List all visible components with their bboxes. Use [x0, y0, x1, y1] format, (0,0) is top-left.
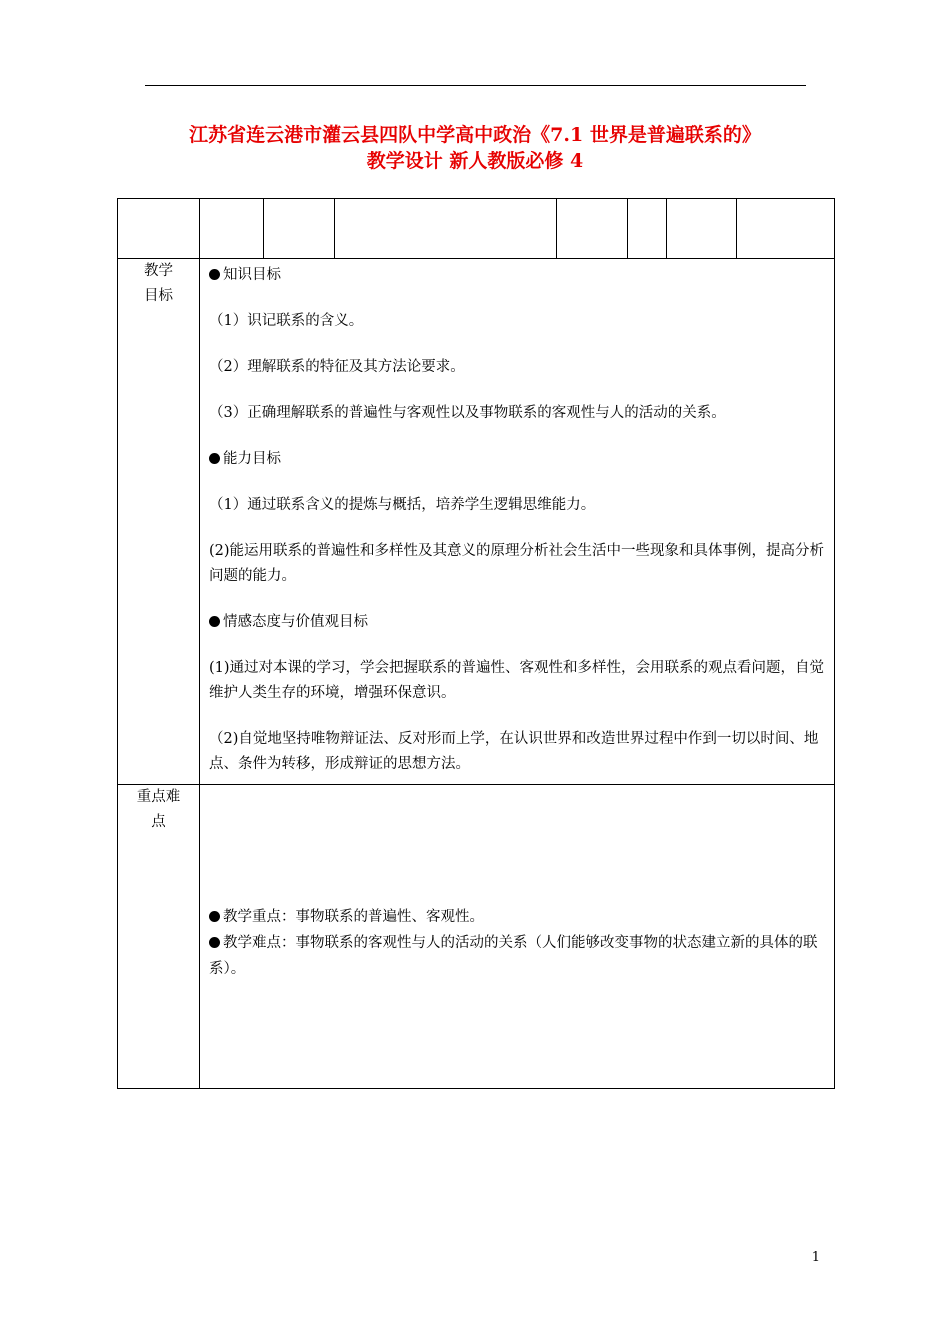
key-points-content	[200, 785, 835, 1089]
teaching-focus: 教学重点：事物联系的普遍性、客观性。	[209, 904, 826, 930]
ability-item: （1）通过联系含义的提炼与概括，培养学生逻辑思维能力。	[209, 497, 596, 513]
values-heading: 情感态度与价值观目标	[209, 610, 826, 635]
header-cell	[200, 199, 264, 259]
key-points-row	[118, 785, 835, 1089]
knowledge-item: （3）正确理解联系的普遍性与客观性以及事物联系的客观性与人的活动的关系。	[209, 405, 726, 421]
title-line-1: 江苏省连云港市灌云县四队中学高中政治《7.1 世界是普遍联系的》	[189, 124, 761, 146]
lesson-plan-table	[117, 198, 835, 1089]
knowledge-item: （1）识记联系的含义。	[209, 313, 364, 329]
bullet-icon	[209, 269, 220, 280]
bullet-icon	[209, 937, 220, 948]
objectives-content	[200, 259, 835, 785]
key-points-label	[118, 785, 200, 1089]
key-points-label-text: 重点难点	[136, 789, 181, 830]
ability-heading: 能力目标	[209, 447, 826, 472]
header-cell	[628, 199, 667, 259]
bullet-icon	[209, 616, 220, 627]
header-rule	[145, 85, 806, 86]
values-item: (1)通过对本课的学习，学会把握联系的普遍性、客观性和多样性，会用联系的观点看问题，自觉维护人类生存的环境，增强环保意识。	[209, 660, 825, 701]
header-cell	[118, 199, 200, 259]
objectives-label-text: 教学目标	[144, 263, 173, 304]
header-cell	[264, 199, 335, 259]
knowledge-item: （2）理解联系的特征及其方法论要求。	[209, 359, 465, 375]
ability-item: (2)能运用联系的普遍性和多样性及其意义的原理分析社会生活中一些现象和具体事例，提高分析问题的能力。	[209, 543, 825, 584]
objectives-row	[118, 259, 835, 785]
title-line-2: 教学设计 新人教版必修 4	[366, 150, 584, 172]
header-cell	[737, 199, 835, 259]
header-cell	[667, 199, 737, 259]
knowledge-heading: 知识目标	[209, 263, 826, 288]
bullet-icon	[209, 911, 220, 922]
table-header-row	[118, 199, 835, 259]
teaching-difficulty: 教学难点：事物联系的客观性与人的活动的关系（人们能够改变事物的状态建立新的具体的联系）。	[209, 935, 818, 977]
values-item: （2)自觉地坚持唯物辩证法、反对形而上学，在认识世界和改造世界过程中作到一切以时间、地点、条件为转移，形成辩证的思想方法。	[209, 731, 819, 772]
header-cell	[335, 199, 557, 259]
document-title	[130, 122, 820, 174]
objectives-label	[118, 259, 200, 785]
header-cell	[557, 199, 628, 259]
bullet-icon	[209, 453, 220, 464]
page-number: 1	[811, 1250, 820, 1265]
